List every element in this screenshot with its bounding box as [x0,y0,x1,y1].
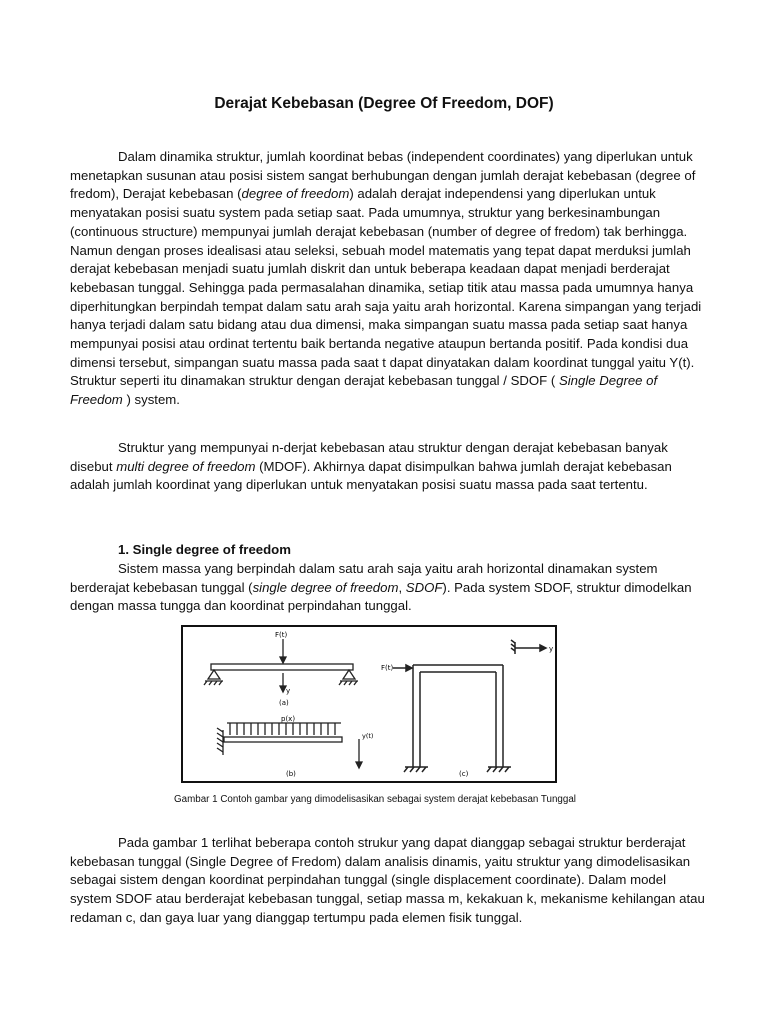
p2-text-1: Struktur yang mempunyai n-derjat kebebasan atau struktur dengan derajat kebebasan banyak disebut [70,440,668,474]
p1-italic-1: degree of freedom [241,186,350,202]
section-heading: 1. Single degree of freedom [118,542,291,557]
figure-label-a: (a) [279,699,289,707]
load-label-a: F(t) [275,631,288,639]
coord-label-b: y(t) [362,732,374,740]
p2-italic-1: multi degree of freedom [116,458,256,474]
p3-italic-1: single degree of freedom [252,579,399,595]
paragraph-mdof [70,439,710,495]
figure-label-b: (b) [286,770,296,778]
p1-text-1: Dalam dinamika struktur, jumlah koordinat bebas (independent coordinates) yang diperlukan untuk menetapkan susunan atau posisi sistem sangat berhubungan dengan jumlah derajat kebebasan (degree of fredom), Derajat kebebasan ( [70,149,696,202]
load-label-c: F(t) [381,664,394,672]
figure-caption: Gambar 1 Contoh gambar yang dimodelisasikan sebagai system derajat kebebasan Tunggal [174,794,576,805]
figure-sdof-examples [181,625,557,783]
p3-text-3: ). Pada system SDOF, struktur dimodelkan dengan massa tungga dan koordinat perpindahan tunggal. [70,579,692,614]
load-label-b: p(x) [281,715,296,723]
p1-text-3: ) system. [122,392,180,408]
diagram-c-frame [393,640,546,772]
diagram-a-simple-beam [204,639,358,692]
coord-label-c: y [549,645,554,653]
p4-text: Pada gambar 1 terlihat beberapa contoh strukur yang dapat dianggap sebagai struktur berderajat kebebasan tunggal (Single Degree of Fredom) dalam analisis dinamis, yaitu struktur yang dimodelisasikan sebagai sistem dengan koordinat perpindahan tunggal (single displacement coordinate). Dalam model system SDOF atau berderajat kebebasan tunggal, setiap massa m, kekakuan k, mekanisme kehilangan atau redaman c, dan gaya luar yang dianggap tertumpu pada elemen fisik tunggal. [70,835,705,925]
document-title: Derajat Kebebasan (Degree Of Freedom, DOF) [214,95,554,112]
p3-italic-2: SDOF [405,579,443,595]
coord-label-a: y [286,687,291,695]
p3-text-1: Sistem massa yang berpindah dalam satu arah saja yaitu arah horizontal dinamakan system berderajat kebebasan tunggal ( [70,561,658,595]
sdof-diagram [183,627,555,781]
diagram-b-cantilever [217,723,362,768]
paragraph-figure-explanation [70,834,710,928]
p2-text-2: (MDOF). Akhirnya dapat disimpulkan bahwa jumlah derajat kebebasan adalah jumlah koordinat yang diperlukan untuk menyatakan posisi suatu massa pada saat tertentu. [70,458,672,493]
paragraph-sdof [70,560,710,616]
paragraph-intro [70,148,710,410]
p1-text-2: ) adalah derajat independensi yang diperlukan untuk menyatakan posisi suatu system pada setiap saat. Pada umumnya, struktur yang berkesinambungan (continuous structure) mempunyai jumlah derajat kebebasan (number of degree of fredom) tak berhingga. Namun dengan proses idealisasi atau seleksi, sebuah model matematis yang tepat dapat merduksi jumlah derajat kebebasan menjadi suatu jumlah diskrit dan untuk beberapa keadaan dapat menjadi berderajat kebebasan tunggal. Sehingga pada permasalahan dinamika, setiap titik atau massa pada umumnya hanya diperhitungkan berpindah tempat dalam satu arah saja yaitu arah horizontal. Karena simpangan yang terjadi hanya terjadi dalam satu bidang atau dua dimensi, maka simpangan suatu massa pada setiap saat hanya mempunyai posisi atau ordinat tertentu baik bertanda negative ataupun bertanda positif. Pada kondisi dua dimensi tersebut, simpangan suatu massa pada saat t dapat dinyatakan dalam koordinat tunggal yaitu Y(t). Struktur seperti itu dinamakan struktur dengan derajat kebebasan tunggal / SDOF ( [70,186,702,389]
p1-italic-2: Single Degree of Freedom [70,373,658,408]
p3-text-2: , [398,579,406,595]
figure-label-c: (c) [459,770,469,778]
